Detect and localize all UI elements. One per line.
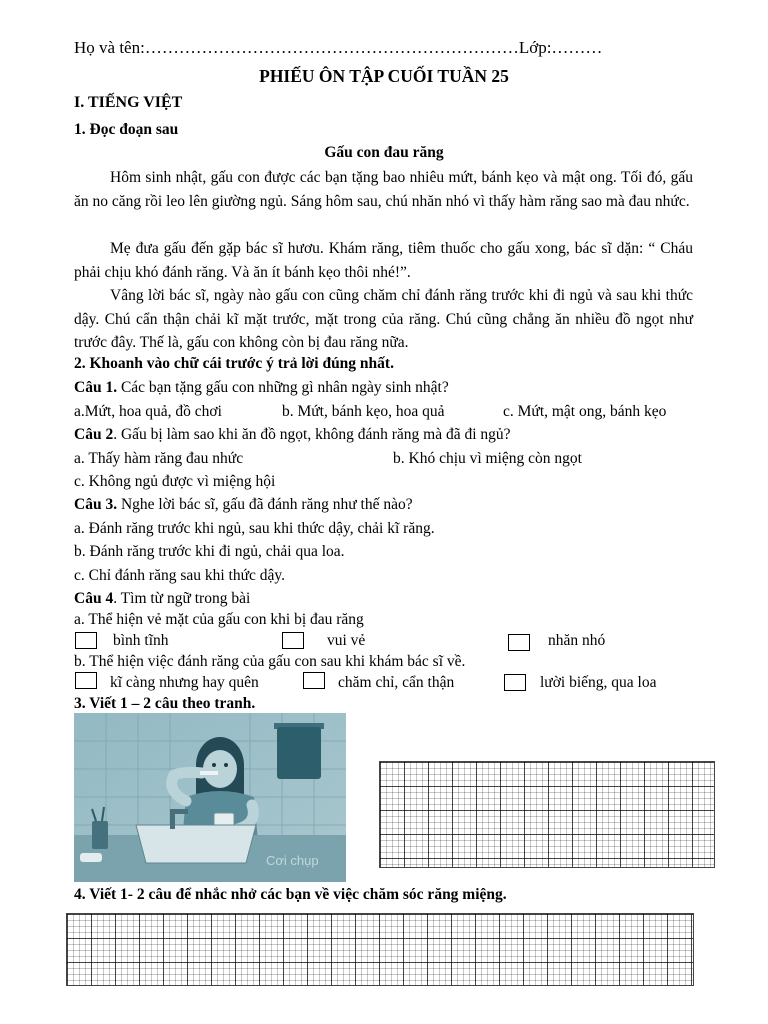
checkbox-ki-cang[interactable]: [75, 672, 97, 689]
q1-option-c[interactable]: c. Mứt, mật ong, bánh kẹo: [503, 403, 667, 420]
checkbox-cham-chi[interactable]: [303, 672, 325, 689]
story-paragraph-1: Hôm sinh nhật, gấu con được các bạn tặng bao nhiêu mứt, bánh kẹo và mật ong. Tối đó, gấu ăn no căng rồi leo lên giường ngủ. Sáng hôm sau, chú nhăn nhó vì thấy hàm răng sao mà đau nhức.: [74, 169, 693, 210]
story-paragraph-2: Mẹ đưa gấu đến gặp bác sĩ hươu. Khám răng, tiêm thuốc cho gấu xong, bác sĩ dặn: “ Cháu phải chịu khó đánh răng. Và ăn ít bánh kẹo thôi nhé!”.: [74, 240, 693, 281]
story-title: Gấu con đau răng: [324, 144, 444, 161]
illustration-watermark: Cơi chụp: [266, 853, 319, 868]
question-2: Câu 2. Gấu bị làm sao khi ăn đồ ngọt, không đánh răng mà đã đi ngủ?: [74, 426, 511, 443]
toothbrushing-illustration: [74, 713, 346, 882]
q4b-option-3: lười biếng, qua loa: [540, 674, 657, 691]
question-1: Câu 1. Các bạn tặng gấu con những gì nhân ngày sinh nhật?: [74, 379, 449, 396]
q3-writing-grid[interactable]: [379, 761, 715, 868]
q4a-option-1: bình tĩnh: [113, 632, 169, 649]
q2-option-b[interactable]: b. Khó chịu vì miệng còn ngọt: [393, 450, 582, 467]
q2-option-a[interactable]: a. Thấy hàm răng đau nhức: [74, 450, 244, 467]
q4a-option-2: vui vẻ: [327, 632, 366, 649]
checkbox-nhan-nho[interactable]: [508, 634, 530, 651]
q4b-option-1: kĩ càng nhưng hay quên: [110, 674, 259, 691]
q1-option-a[interactable]: a.Mứt, hoa quả, đồ chơi: [74, 403, 222, 420]
q4b-prompt: b. Thể hiện việc đánh răng của gấu con sau khi khám bác sĩ về.: [74, 653, 466, 670]
q1-option-b[interactable]: b. Mứt, bánh kẹo, hoa quả: [282, 403, 445, 420]
q4b-option-2: chăm chỉ, cẩn thận: [338, 674, 455, 691]
question-3: Câu 3. Nghe lời bác sĩ, gấu đã đánh răng như thế nào?: [74, 496, 413, 513]
q4-heading: 4. Viết 1- 2 câu để nhắc nhở các bạn về việc chăm sóc răng miệng.: [74, 886, 507, 903]
name-class-line: Họ và tên:…………………………………………………………Lớp:………: [74, 38, 603, 57]
section-heading: I. TIẾNG VIỆT: [74, 94, 183, 111]
reading-instruction: 1. Đọc đoạn sau: [74, 121, 179, 138]
page-title: PHIẾU ÔN TẬP CUỐI TUẦN 25: [259, 66, 509, 86]
q4-writing-grid[interactable]: [66, 913, 694, 986]
q3-option-a[interactable]: a. Đánh răng trước khi ngủ, sau khi thức dậy, chải kĩ răng.: [74, 520, 435, 537]
checkbox-vui-ve[interactable]: [282, 632, 304, 649]
checkbox-luoi-bieng[interactable]: [504, 674, 526, 691]
q3-heading: 3. Viết 1 – 2 câu theo tranh.: [74, 695, 256, 712]
checkbox-binh-tinh[interactable]: [75, 632, 97, 649]
q4a-option-3: nhăn nhó: [548, 632, 606, 649]
q3-option-b[interactable]: b. Đánh răng trước khi đi ngủ, chải qua loa.: [74, 543, 345, 560]
story-paragraph-3: Vâng lời bác sĩ, ngày nào gấu con cũng chăm chỉ đánh răng trước khi đi ngủ và sau khi thức dậy. Chú cẩn thận chải kĩ mặt trước, mặt trong của răng. Chú cũng chẳng ăn nhiều đồ ngọt như trước đây. Thế là, gấu con không còn bị đau răng nữa.: [74, 287, 693, 351]
q2-option-c[interactable]: c. Không ngủ được vì miệng hội: [74, 473, 276, 490]
q2-heading: 2. Khoanh vào chữ cái trước ý trả lời đúng nhất.: [74, 355, 394, 372]
q3-option-c[interactable]: c. Chỉ đánh răng sau khi thức dậy.: [74, 567, 285, 584]
q4a-prompt: a. Thể hiện vẻ mặt của gấu con khi bị đau răng: [74, 611, 364, 628]
question-4: Câu 4. Tìm từ ngữ trong bài: [74, 590, 251, 607]
